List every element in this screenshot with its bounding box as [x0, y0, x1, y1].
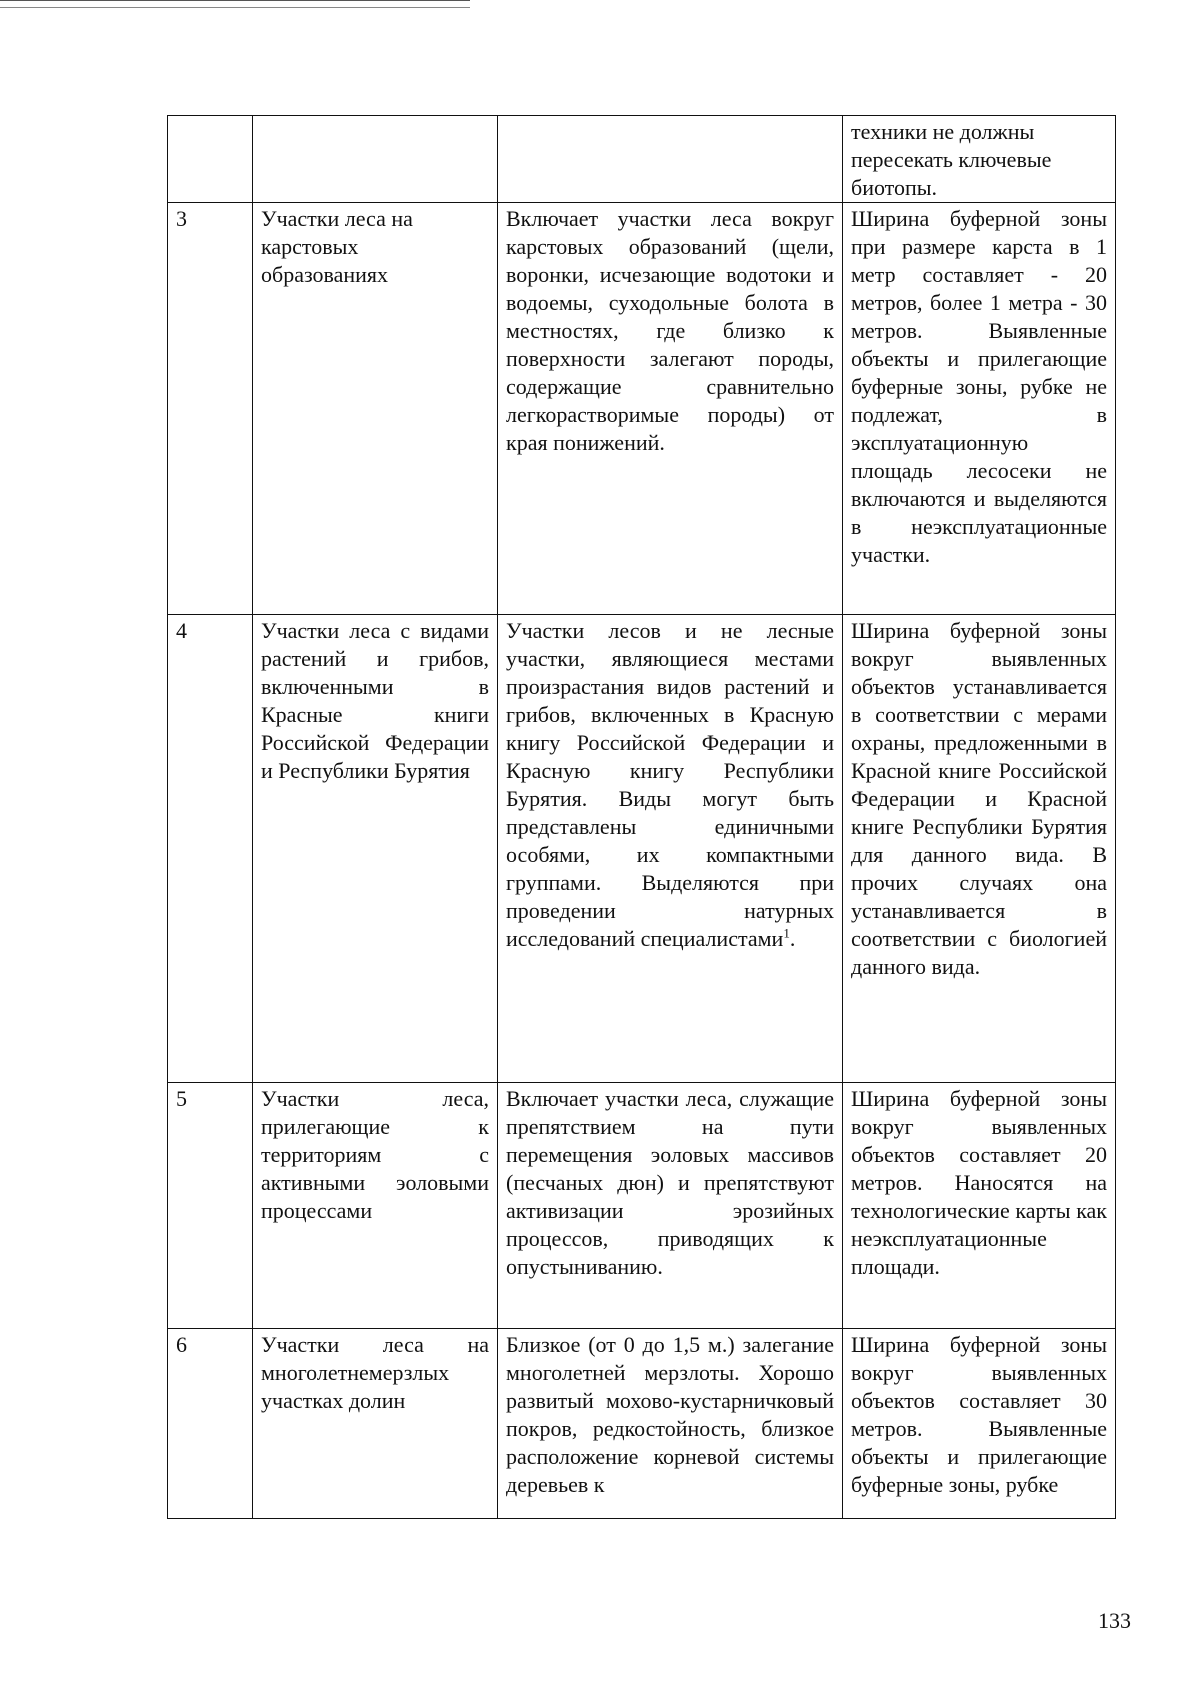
- scan-edge-line: [0, 0, 470, 8]
- buffer-zone-cell: Ширина буферной зоны вокруг выявленных объектов составляет 30 метров. Выявленные объекты и прилегающие буферные зоны, рубке: [843, 1329, 1116, 1519]
- plot-name-cell: Участки леса с видами растений и грибов, включенными в Красные книги Российской Федерации и Республики Бурятия: [253, 615, 498, 1083]
- row-number-cell: [168, 116, 253, 203]
- row-number-cell: 5: [168, 1083, 253, 1329]
- plot-name-cell: Участки леса на карстовых образованиях: [253, 203, 498, 615]
- buffer-zone-cell: техники не должны пересекать ключевые биотопы.: [843, 116, 1116, 203]
- buffer-zone-cell: Ширина буферной зоны вокруг выявленных объектов устанавливается в соответствии с мерами охраны, предложенными в Красной книге Российской Федерации и Красной книге Республики Бурятия для данного вида. В прочих случаях она устанавливается в соответствии с биологией данного вида.: [843, 615, 1116, 1083]
- description-text: Участки лесов и не лесные участки, являющиеся местами произрастания видов растений и грибов, включенных в Красную книгу Российской Федерации и Красную книгу Республики Бурятия. Виды могут быть представлены единичными особями, их компактными группами. Выделяются при проведении натурных исследований специалистами: [506, 618, 834, 951]
- table-row: [168, 1083, 1116, 1329]
- description-cell: Включает участки леса, служащие препятствием на пути перемещения эоловых массивов (песчаных дюн) и препятствуют активизации эрозийных процессов, приводящих к опустыниванию.: [498, 1083, 843, 1329]
- page-number: 133: [1098, 1608, 1131, 1633]
- description-cell: Близкое (от 0 до 1,5 м.) залегание многолетней мерзлоты. Хорошо развитый мохово-кустарничковый покров, редкостойность, близкое расположение корневой системы деревьев к: [498, 1329, 843, 1519]
- description-cell: [498, 116, 843, 203]
- table-row: [168, 203, 1116, 615]
- buffer-zone-cell: Ширина буферной зоны вокруг выявленных объектов составляет 20 метров. Наносятся на технологические карты как неэксплуатационные площади.: [843, 1083, 1116, 1329]
- row-number-cell: 6: [168, 1329, 253, 1519]
- plot-name-cell: [253, 116, 498, 203]
- plot-name-cell: Участки леса, прилегающие к территориям с активными эоловыми процессами: [253, 1083, 498, 1329]
- forest-plots-table: [167, 115, 1116, 1519]
- description-end: .: [789, 926, 796, 951]
- row-number-cell: 3: [168, 203, 253, 615]
- buffer-zone-cell: Ширина буферной зоны при размере карста в 1 метр составляет - 20 метров, более 1 метра - 30 метров. Выявленные объекты и прилегающие буферные зоны, рубке не подлежат, в эксплуатационную площадь лесосеки не включаются и выделяются в неэксплуатационные участки.: [843, 203, 1116, 615]
- table-row: [168, 615, 1116, 1083]
- table-row: [168, 1329, 1116, 1519]
- description-cell: [498, 615, 843, 1083]
- description-cell: Включает участки леса вокруг карстовых образований (щели, воронки, исчезающие водотоки и водоемы, суходольные болота в местностях, где близко к поверхности залегают породы, содержащие сравнительно легкорастворимые породы) от края понижений.: [498, 203, 843, 615]
- footnote-marker: 1: [783, 925, 790, 941]
- plot-name-cell: Участки леса на многолетнемерзлых участках долин: [253, 1329, 498, 1519]
- table-row: [168, 116, 1116, 203]
- row-number-cell: 4: [168, 615, 253, 1083]
